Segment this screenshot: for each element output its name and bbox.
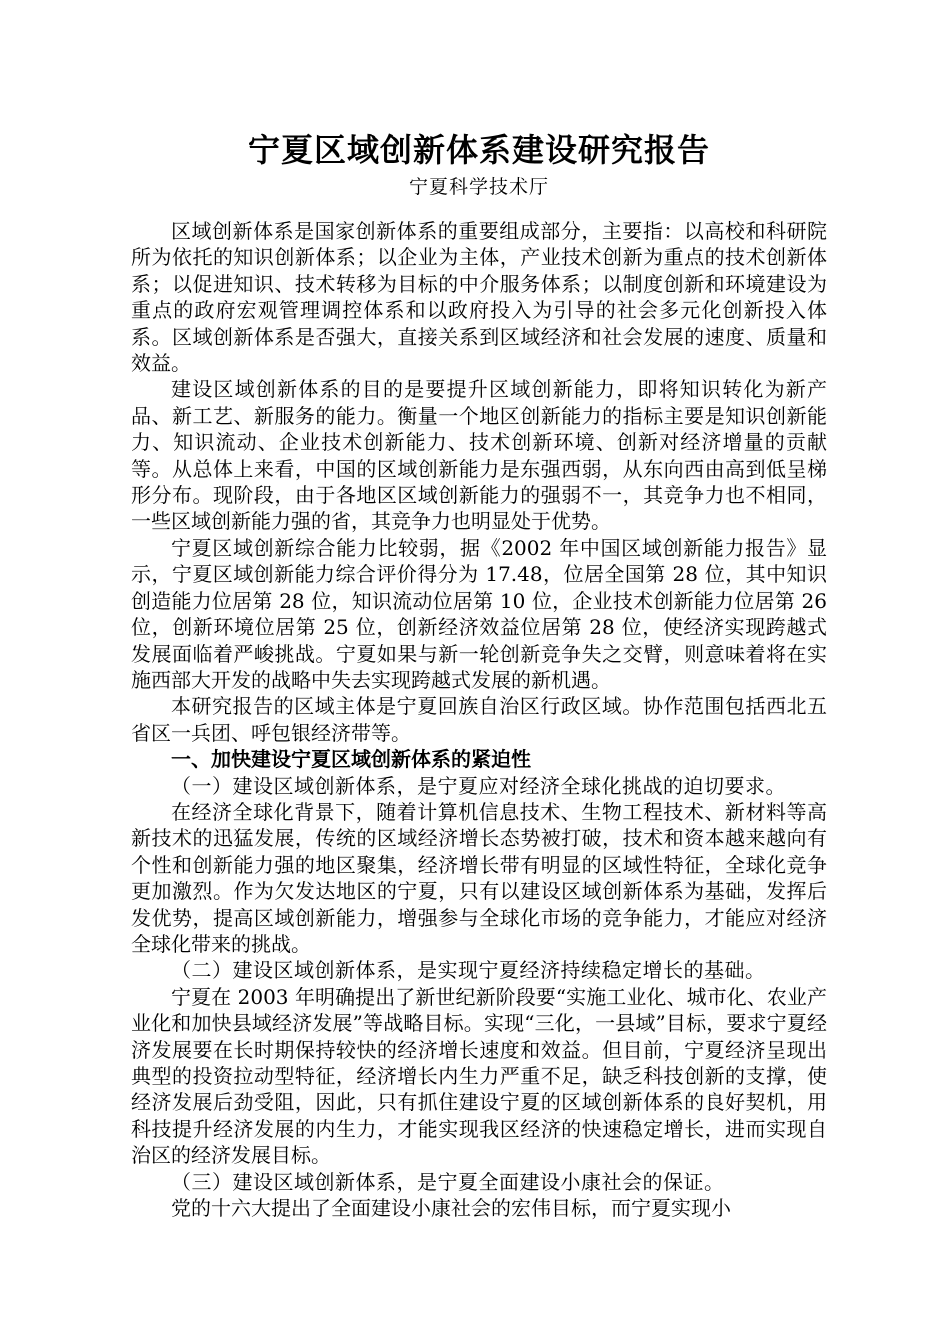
subsection-heading-2: （二）建设区域创新体系，是实现宁夏经济持续稳定增长的基础。: [171, 958, 766, 983]
paragraph-globalization: 在经济全球化背景下，随着计算机信息技术、生物工程技术、新材料等高新技术的迅猛发展，传统的区域经济增长态势被打破，技术和资本越来越向有个性和创新能力强的地区聚集，经济增长带有明显的区域性特征，全球化竞争更加激烈。作为欠发达地区的宁夏，只有以建设区域创新体系为基础，发挥后发优势，提高区域创新能力，增强参与全球化市场的竞争能力，才能应对经济全球化带来的挑战。: [131, 799, 827, 956]
paragraph-purpose: 建设区域创新体系的目的是要提升区域创新能力，即将知识转化为新产品、新工艺、新服务的能力。衡量一个地区创新能力的指标主要是知识创新能力、知识流动、企业技术创新能力、技术创新环境、创新对经济增量的贡献等。从总体上来看，中国的区域创新能力是东强西弱，从东向西由高到低呈梯形分布。现阶段，由于各地区区域创新能力的强弱不一，其竞争力也不相同，一些区域创新能力强的省，其竞争力也明显处于优势。: [131, 377, 827, 534]
paragraph-growth: 宁夏在 2003 年明确提出了新世纪新阶段要“实施工业化、城市化、农业产业化和加快县域经济发展”等战略目标。实现“三化，一县域”目标，要求宁夏经济发展要在长时期保持较快的经济增长速度和效益。但目前，宁夏经济呈现出典型的投资拉动型特征，经济增长内生力严重不足，缺乏科技创新的支撑，使经济发展后劲受阻，因此，只有抓住建设宁夏的区域创新体系的良好契机，用科技提升经济发展的内生力，才能实现我区经济的快速稳定增长，进而实现自治区的经济发展目标。: [131, 984, 827, 1168]
paragraph-intro: 区域创新体系是国家创新体系的重要组成部分，主要指：以高校和科研院所为依托的知识创新体系；以企业为主体，产业技术创新为重点的技术创新体系；以促进知识、技术转移为目标的中介服务体系；以制度创新和环境建设为重点的政府宏观管理调控体系和以政府投入为引导的社会多元化创新投入体系。区域创新体系是否强大，直接关系到区域经济和社会发展的速度、质量和效益。: [131, 219, 827, 376]
paragraph-ningxia-capacity: 宁夏区域创新综合能力比较弱，据《2002 年中国区域创新能力报告》显示，宁夏区域创新能力综合评价得分为 17.48，位居全国第 28 位，其中知识创造能力位居第 28 位，知识流动位居第 10 位，企业技术创新能力位居第 26 位，创新环境位居第 25 位，创新经济效益位居第 28 位，使经济实现跨越式发展面临着严峻挑战。宁夏如果与新一轮创新竞争失之交臂，则意味着将在实施西部大开发的战略中失去实现跨越式发展的新机遇。: [131, 535, 827, 692]
document-page: [131, 128, 827, 1221]
section-heading-1: 一、加快建设宁夏区域创新体系的紧迫性: [171, 747, 531, 772]
paragraph-xiaokang: 党的十六大提出了全面建设小康社会的宏伟目标，而宁夏实现小: [171, 1196, 731, 1221]
subsection-heading-1: （一）建设区域创新体系，是宁夏应对经济全球化挑战的迫切要求。: [171, 773, 786, 798]
subsection-heading-3: （三）建设区域创新体系，是宁夏全面建设小康社会的保证。: [171, 1169, 725, 1194]
document-author: 宁夏科学技术厅: [408, 176, 549, 198]
document-title: 宁夏区域创新体系建设研究报告: [247, 131, 710, 169]
paragraph-scope: 本研究报告的区域主体是宁夏回族自治区行政区域。协作范围包括西北五省区一兵团、呼包银经济带等。: [131, 694, 827, 745]
